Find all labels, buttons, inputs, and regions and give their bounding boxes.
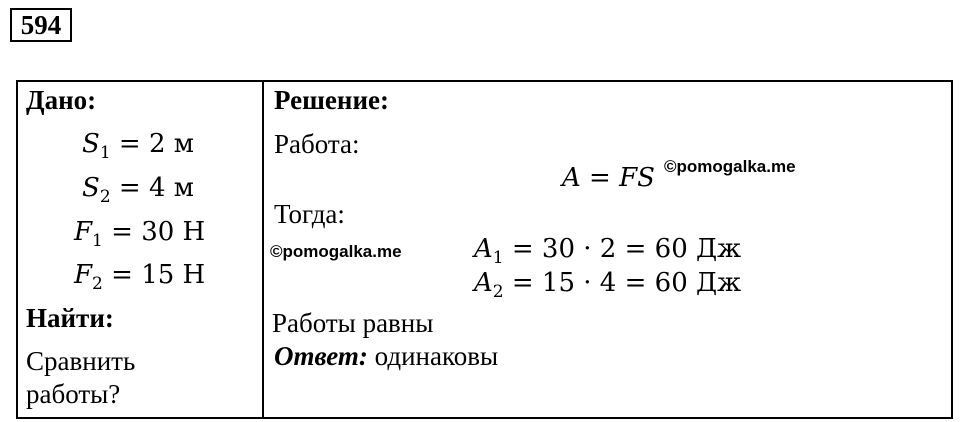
find-text-line2: работы? [26, 379, 121, 409]
work-formula: A = FS [562, 163, 655, 193]
answer-text: одинаковы [374, 341, 499, 371]
watermark: ©pomogalka.me [664, 157, 796, 176]
find-text-line1: Сравнить [26, 346, 136, 376]
given-f1: $F_1 = 30$ Н [74, 217, 206, 251]
then-label: Тогда: [274, 199, 345, 229]
find-header: Найти: [26, 303, 114, 333]
answer-label: Ответ: [274, 341, 368, 371]
problem-number: 594 [10, 8, 72, 42]
table-divider [262, 80, 264, 419]
solution-header: Решение: [274, 85, 389, 115]
given-s2: $S_2 = 4$ м [82, 173, 194, 207]
answer [274, 340, 498, 372]
watermark: ©pomogalka.me [270, 242, 402, 261]
calc-a1: $A_1 = 30 \cdot 2 = 60$ Дж [474, 234, 742, 268]
given-f2: $F_2 = 15$ Н [74, 260, 206, 294]
calc-a2: $A_2 = 15 \cdot 4 = 60$ Дж [474, 268, 742, 302]
conclusion: Работы равны [272, 308, 434, 338]
work-label: Работа: [274, 129, 360, 159]
given-s1: $S_1 = 2$ м [82, 129, 194, 163]
given-header: Дано: [26, 85, 97, 115]
